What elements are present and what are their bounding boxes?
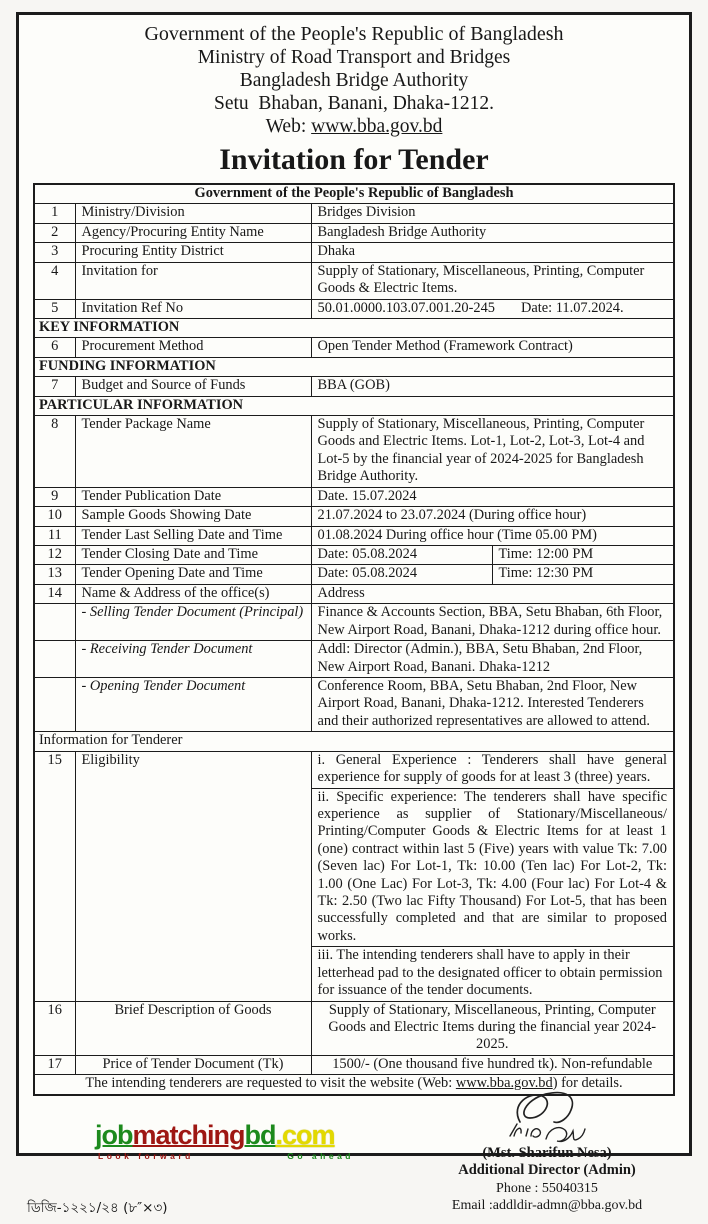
cell-value: Supply of Stationary, Miscellaneous, Printing, Computer Goods & Electric Items. <box>311 262 674 299</box>
cell-label: Procuring Entity District <box>75 243 311 262</box>
table-row <box>34 526 674 545</box>
cell-label: Budget and Source of Funds <box>75 377 311 396</box>
cell-serial: 17 <box>34 1055 75 1074</box>
cell-value: 1500/- (One thousand five hundred tk). Non-refundable <box>311 1055 674 1074</box>
cell-serial: 15 <box>34 751 75 1001</box>
cell-value: Conference Room, BBA, Setu Bhaban, 2nd Floor, New Airport Road, Banani, Dhaka-1212. Interested Tenderers and their authorized representatives are allowed to attend. <box>311 677 674 731</box>
table-row <box>34 1055 674 1074</box>
cell-serial: 14 <box>34 584 75 603</box>
signatory-title: Additional Director (Admin) <box>458 1162 636 1179</box>
ministry-line: Ministry of Road Transport and Bridges <box>197 47 511 68</box>
ref-number: 50.01.0000.103.07.001.20-245 <box>317 299 495 316</box>
cell-value <box>311 299 674 318</box>
signatory-name: (Mst. Sharifun Nesa) <box>482 1144 612 1161</box>
logo-tagline <box>95 1151 357 1161</box>
ref-date: Date: 11.07.2024. <box>520 299 624 316</box>
cell-serial-empty <box>34 604 75 641</box>
logo-wordmark <box>95 1119 357 1150</box>
cell-label: Sample Goods Showing Date <box>75 507 311 526</box>
cell-value: 21.07.2024 to 23.07.2024 (During office hour) <box>311 507 674 526</box>
table-row <box>34 751 674 788</box>
cell-time: Time: 12:00 PM <box>492 546 674 565</box>
section-heading: KEY INFORMATION <box>34 318 674 337</box>
cell-label: Agency/Procuring Entity Name <box>75 223 311 242</box>
cell-value: Finance & Accounts Section, BBA, Setu Bhaban, 6th Floor, New Airport Road, Banani, Dhaka-1212 during office hour. <box>311 604 674 641</box>
web-line <box>19 115 689 138</box>
cell-value: Supply of Stationary, Miscellaneous, Printing, Computer Goods and Electric Items. Lot-1, Lot-2, Lot-3, Lot-4 and Lot-5 by the financial year of 2024-2025 for Bangladesh Bridge Authority. <box>311 416 674 488</box>
cell-value: Open Tender Method (Framework Contract) <box>311 338 674 357</box>
cell-serial: 4 <box>34 262 75 299</box>
cell-date: Date: 05.08.2024 <box>311 546 492 565</box>
section-heading: Information for Tenderer <box>34 732 674 751</box>
note-suffix: ) for details. <box>552 1075 623 1092</box>
table-row <box>34 641 674 678</box>
cell-serial: 3 <box>34 243 75 262</box>
cell-label: Invitation Ref No <box>75 299 311 318</box>
table-row <box>34 1001 674 1055</box>
cell-label: Tender Opening Date and Time <box>75 565 311 584</box>
tagline-right: Go ahead <box>287 1150 354 1161</box>
cell-label: Tender Publication Date <box>75 487 311 506</box>
cell-label: Invitation for <box>75 262 311 299</box>
cell-value: Supply of Stationary, Miscellaneous, Printing, Computer Goods and Electric Items during the financial year 2024-2025. <box>311 1001 674 1055</box>
table-row <box>34 223 674 242</box>
table-row <box>34 338 674 357</box>
cell-label: Tender Closing Date and Time <box>75 546 311 565</box>
cell-value: BBA (GOB) <box>311 377 674 396</box>
tagline-left: Look forward <box>98 1150 194 1161</box>
cell-value: Bridges Division <box>311 204 674 223</box>
section-heading: PARTICULAR INFORMATION <box>34 396 674 415</box>
cell-serial: 2 <box>34 223 75 242</box>
table-row <box>34 204 674 223</box>
eligibility-apply-instruction: iii. The intending tenderers shall have to apply in their letterhead pad to the designated officer to obtain permission for issuance of the tender documents. <box>311 947 674 1001</box>
table-row <box>34 416 674 488</box>
table-row <box>34 487 674 506</box>
page-title: Invitation for Tender <box>219 143 489 176</box>
cell-value: Address <box>311 584 674 603</box>
table-row <box>34 565 674 584</box>
logo-part-job: job <box>95 1119 133 1150</box>
table-row <box>34 677 674 731</box>
eligibility-general-experience: i. General Experience : Tenderers shall have general experience for supply of goods for at least 3 (three) years. <box>311 751 674 788</box>
cell-serial: 10 <box>34 507 75 526</box>
cell-value: Date. 15.07.2024 <box>311 487 674 506</box>
cell-serial: 11 <box>34 526 75 545</box>
table-row <box>34 507 674 526</box>
web-label: Web: <box>265 116 312 137</box>
cell-value: Bangladesh Bridge Authority <box>311 223 674 242</box>
cell-label: Price of Tender Document (Tk) <box>75 1055 311 1074</box>
letterhead <box>19 15 689 138</box>
cell-label: Ministry/Division <box>75 204 311 223</box>
section-particular-information <box>34 396 674 415</box>
logo-part-com: .com <box>275 1119 335 1150</box>
cell-label: Eligibility <box>75 751 311 1001</box>
cell-label: Name & Address of the office(s) <box>75 584 311 603</box>
cell-serial: 12 <box>34 546 75 565</box>
table-caption: Government of the People's Republic of Bangladesh <box>34 184 674 204</box>
cell-serial: 7 <box>34 377 75 396</box>
cell-serial: 16 <box>34 1001 75 1055</box>
signature-scribble-icon <box>472 1088 622 1148</box>
cell-label: Brief Description of Goods <box>75 1001 311 1055</box>
cell-label: Tender Package Name <box>75 416 311 488</box>
cell-value: Dhaka <box>311 243 674 262</box>
cell-time: Time: 12:30 PM <box>492 565 674 584</box>
print-code: ডিজি-১২২১/২৪ (৮″×৩) <box>27 1199 168 1216</box>
tender-table <box>33 183 675 1096</box>
table-row <box>34 243 674 262</box>
table-row <box>34 584 674 603</box>
website-link[interactable]: www.bba.gov.bd <box>455 1075 553 1092</box>
eligibility-specific-experience: ii. Specific experience: The tenderers shall have specific experience as supplier of Stationary/Miscellaneous/ Printing/Computer Goods & Electric Items for at least 1 (one) contract within last 5 (Five) years with value Tk: 7.00 (Seven lac) For Lot-1, Tk: 10.00 (Ten lac) For Lot-2, Tk: 1.00 (One Lac) For Lot-3, Tk: 4.00 (Four lac) For Lot-4 & Tk: 2.50 (Two lac Fifty Thousand) For Lot-5, that has been successfully completed and that are similar to proposed works. <box>311 788 674 947</box>
table-caption-row <box>34 184 674 204</box>
cell-value: Addl: Director (Admin.), BBA, Setu Bhaban, 2nd Floor, New Airport Road, Banani. Dhaka-1212 <box>311 641 674 678</box>
note-prefix: The intending tenderers are requested to visit the website (Web: <box>85 1075 456 1092</box>
address-line: Setu Bhaban, Banani, Dhaka-1212. <box>214 93 494 114</box>
table-row <box>34 262 674 299</box>
document-footer <box>19 1098 689 1224</box>
logo-part-matching: matching <box>132 1119 245 1150</box>
signatory-email: Email :addldir-admn@bba.gov.bd <box>451 1198 643 1214</box>
cell-value: 01.08.2024 During office hour (Time 05.00 PM) <box>311 526 674 545</box>
cell-label: Procurement Method <box>75 338 311 357</box>
cell-serial-empty <box>34 641 75 678</box>
document-frame <box>16 12 692 1216</box>
cell-serial: 1 <box>34 204 75 223</box>
signatory-phone: Phone : 55040315 <box>496 1180 598 1196</box>
cell-label: - Selling Tender Document (Principal) <box>75 604 311 641</box>
authority-line: Bangladesh Bridge Authority <box>239 70 469 91</box>
signature-block <box>413 1088 681 1215</box>
cell-serial: 6 <box>34 338 75 357</box>
section-information-for-tenderer <box>34 732 674 751</box>
table-row <box>34 377 674 396</box>
logo-part-bd: bd <box>244 1119 276 1150</box>
website-link[interactable]: www.bba.gov.bd <box>311 116 443 137</box>
cell-label: - Receiving Tender Document <box>75 641 311 678</box>
table-row <box>34 604 674 641</box>
cell-serial-empty <box>34 677 75 731</box>
cell-serial: 13 <box>34 565 75 584</box>
cell-label: Tender Last Selling Date and Time <box>75 526 311 545</box>
cell-date: Date: 05.08.2024 <box>311 565 492 584</box>
jobmatchingbd-logo <box>95 1119 357 1161</box>
cell-serial: 8 <box>34 416 75 488</box>
cell-serial: 9 <box>34 487 75 506</box>
section-funding-information <box>34 357 674 376</box>
government-line: Government of the People's Republic of Bangladesh <box>144 23 564 45</box>
section-key-information <box>34 318 674 337</box>
table-row <box>34 299 674 318</box>
section-heading: FUNDING INFORMATION <box>34 357 674 376</box>
cell-serial: 5 <box>34 299 75 318</box>
cell-label: - Opening Tender Document <box>75 677 311 731</box>
table-row <box>34 546 674 565</box>
